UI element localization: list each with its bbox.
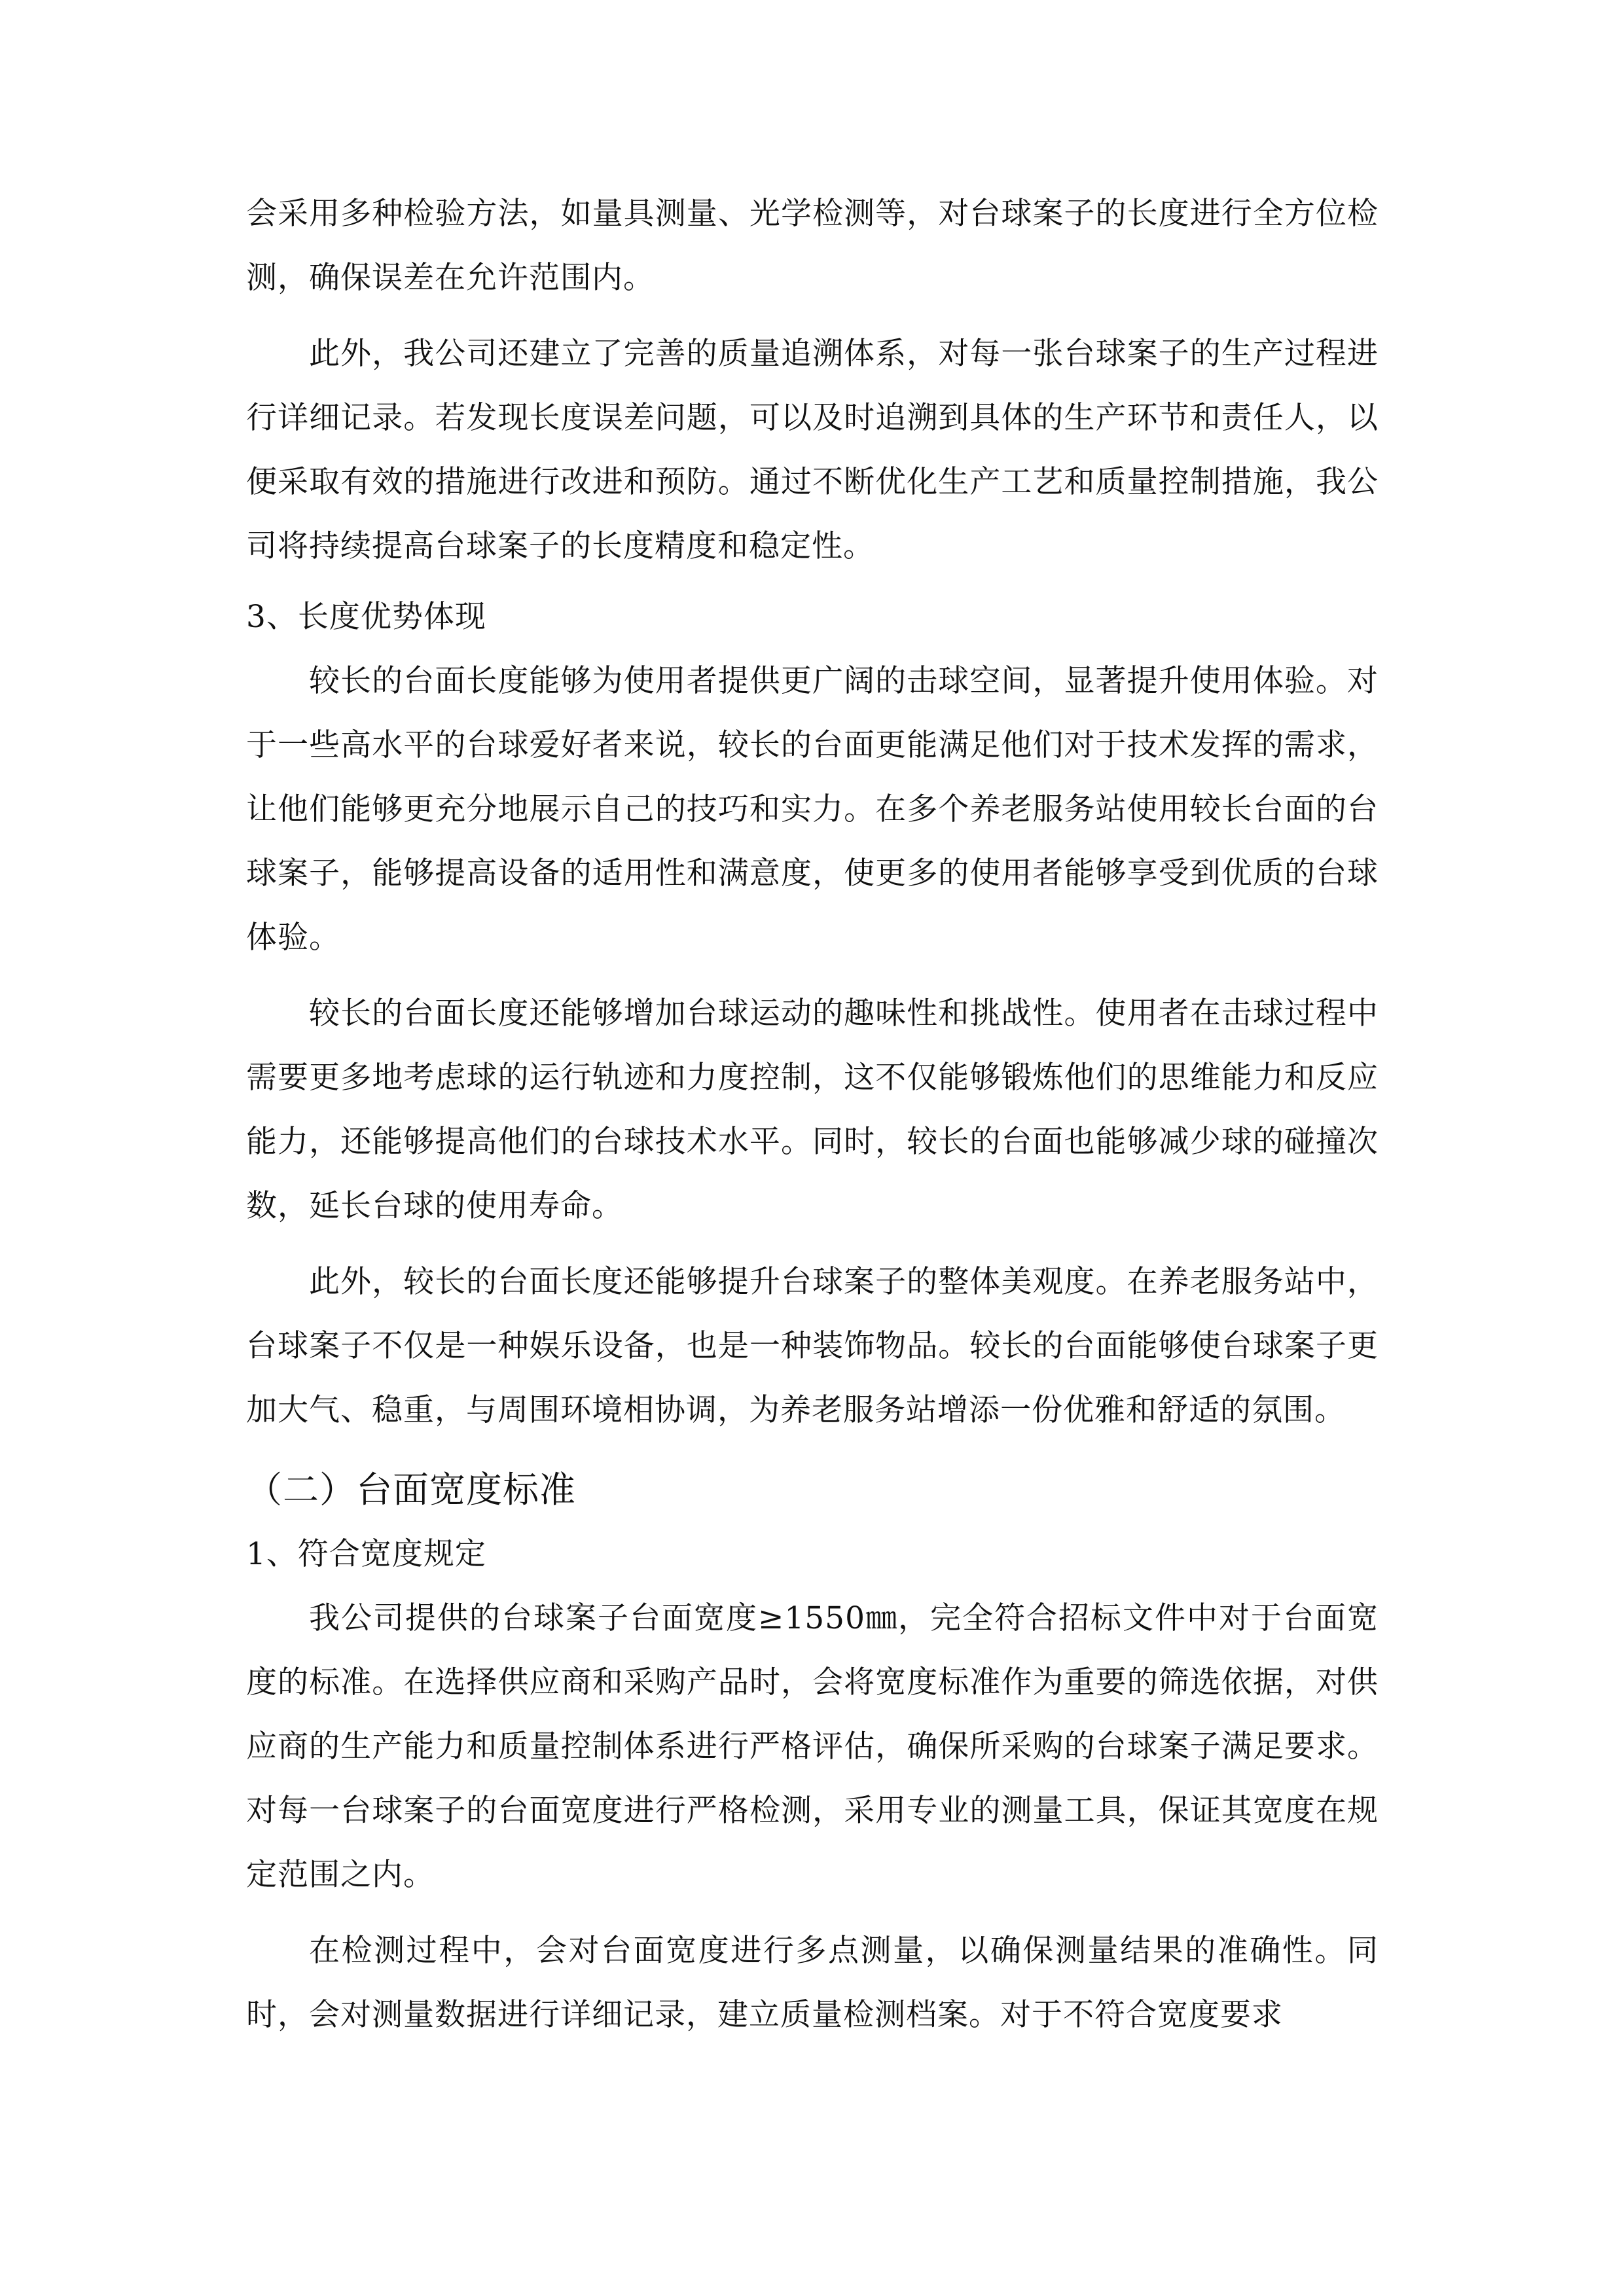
paragraph-width-measurement-process: 在检测过程中，会对台面宽度进行多点测量，以确保测量结果的准确性。同时，会对测量数据进行详细记录，建立质量检测档案。对于不符合宽度要求 [246, 1933, 1379, 2033]
paragraph-longer-surface-challenge: 较长的台面长度还能够增加台球运动的趣味性和挑战性。使用者在击球过程中需要更多地考虑球的运行轨迹和力度控制，这不仅能够锻炼他们的思维能力和反应能力，还能够提高他们的台球技术水平。同时，较长的台面也能够减少球的碰撞次数，延长台球的使用寿命。 [246, 996, 1379, 1224]
paragraph-width-standard-compliance: 我公司提供的台球案子台面宽度≥1550㎜，完全符合招标文件中对于台面宽度的标准。在选择供应商和采购产品时，会将宽度标准作为重要的筛选依据，对供应商的生产能力和质量控制体系进行严格评估，确保所采购的台球案子满足要求。对每一台球案子的台面宽度进行严格检测，采用专业的测量工具，保证其宽度在规定范围之内。 [246, 1600, 1379, 1893]
paragraph-longer-surface-experience: 较长的台面长度能够为使用者提供更广阔的击球空间，显著提升使用体验。对于一些高水平的台球爱好者来说，较长的台面更能满足他们对于技术发挥的需求，让他们能够更充分地展示自己的技巧和实力。在多个养老服务站使用较长台面的台球案子，能够提高设备的适用性和满意度，使更多的使用者能够享受到优质的台球体验。 [246, 663, 1379, 956]
subheading-width-compliance: 1、符合宽度规定 [246, 1536, 486, 1572]
paragraph-quality-traceability: 此外，我公司还建立了完善的质量追溯体系，对每一张台球案子的生产过程进行详细记录。若发现长度误差问题，可以及时追溯到具体的生产环节和责任人，以便采取有效的措施进行改进和预防。通过不断优化生产工艺和质量控制措施，我公司将持续提高台球案子的长度精度和稳定性。 [246, 336, 1379, 564]
subheading-length-advantage: 3、长度优势体现 [246, 599, 486, 635]
document-body [246, 182, 1379, 2047]
section-heading-width-standard: （二）台面宽度标准 [246, 1469, 577, 1511]
paragraph-length-inspection-methods: 会采用多种检验方法，如量具测量、光学检测等，对台球案子的长度进行全方位检测，确保误差在允许范围内。 [246, 196, 1379, 296]
paragraph-longer-surface-aesthetics: 此外，较长的台面长度还能够提升台球案子的整体美观度。在养老服务站中，台球案子不仅是一种娱乐设备，也是一种装饰物品。较长的台面能够使台球案子更加大气、稳重，与周围环境相协调，为养老服务站增添一份优雅和舒适的氛围。 [246, 1264, 1379, 1428]
